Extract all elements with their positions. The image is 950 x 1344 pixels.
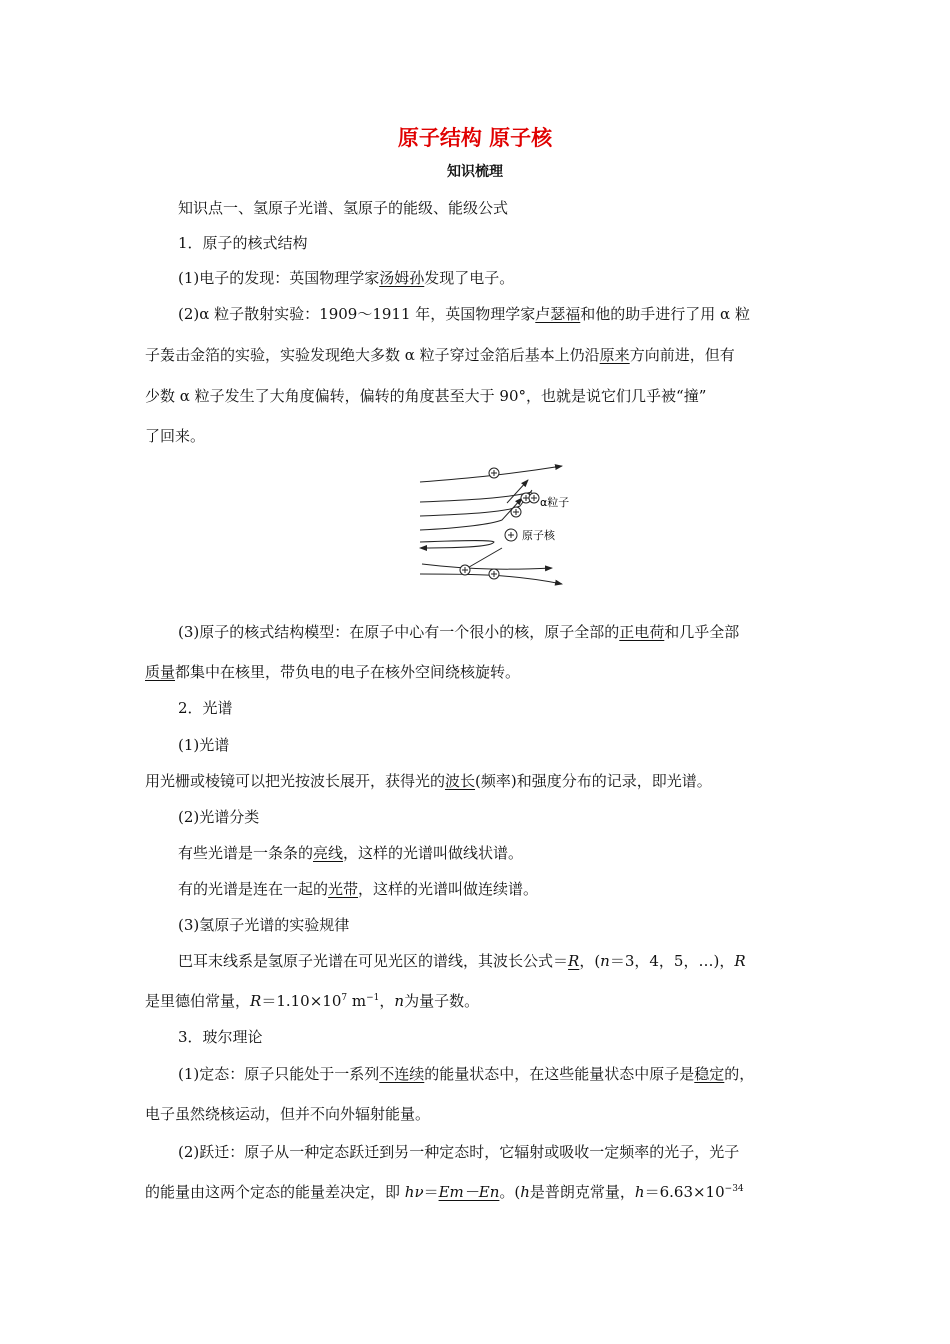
paragraph-alpha-line1: (2)α 粒子散射实验：1909～1911 年，英国物理学家卢瑟福和他的助手进行了用 α 粒 (178, 305, 750, 323)
paragraph-electron-discovery: (1)电子的发现：英国物理学家汤姆孙发现了电子。 (178, 269, 515, 287)
page-title: 原子结构 原子核 (397, 126, 553, 150)
section-heading: 知识点一、氢原子光谱、氢原子的能级、能级公式 (178, 199, 509, 217)
blank-answer: 原来 (599, 346, 630, 364)
heading-2: 2．光谱 (178, 699, 233, 717)
paragraph-transition-line2: 的能量由这两个定态的能量差决定，即 hν＝Em－En。(h是普朗克常量，$h=6.63\times 10^{-34}$ (145, 1183, 744, 1201)
blank-answer: 光带 (328, 880, 359, 898)
paragraph-alpha-line4: 了回来。 (145, 427, 206, 445)
subheading-classification: (2)光谱分类 (178, 808, 260, 826)
section-subtitle: 知识梳理 (447, 164, 503, 180)
positive-charge-markers (460, 468, 539, 579)
blank-answer: 亮线 (313, 844, 344, 862)
paragraph-continuous-spectrum: 有的光谱是连在一起的光带，这样的光谱叫做连续谱。 (178, 880, 539, 898)
paragraph-spectrum: 用光栅或棱镜可以把光按波长展开，获得光的波长(频率)和强度分布的记录，即光谱。 (145, 772, 712, 790)
blank-answer: 不连续 (379, 1065, 425, 1083)
paragraph-stationary-line2: 电子虽然绕核运动，但并不向外辐射能量。 (145, 1105, 431, 1123)
paragraph-line-spectrum: 有些光谱是一条条的亮线，这样的光谱叫做线状谱。 (178, 844, 524, 862)
blank-answer: 汤姆孙 (379, 269, 425, 287)
subheading-spectrum: (1)光谱 (178, 736, 230, 754)
blank-answer: Em－En (438, 1183, 500, 1201)
blank-answer: 正电荷 (619, 623, 665, 641)
subheading-hydrogen: (3)氢原子光谱的实验规律 (178, 916, 350, 934)
paragraph-model-line2: 质量都集中在核里，带负电的电子在核外空间绕核旋转。 (145, 663, 521, 681)
heading-3: 3．玻尔理论 (178, 1028, 263, 1046)
blank-answer: 稳定 (694, 1065, 725, 1083)
paragraph-balmer-line1: 巴耳末线系是氢原子光谱在可见光区的谱线，其波长公式＝R，(n＝3，4，5，…)，R (178, 952, 746, 970)
nucleus-label: 原子核 (522, 529, 555, 542)
blank-answer: R (568, 952, 580, 970)
paragraph-balmer-line2: 是里德伯常量，$R=1.10\times 10^7$ $m^{-1}$，n为量子数。 (145, 992, 480, 1010)
heading-1: 1．原子的核式结构 (178, 234, 308, 252)
alpha-particle-label: α粒子 (540, 496, 570, 509)
paragraph-alpha-line3: 少数 α 粒子发生了大角度偏转，偏转的角度甚至大于 90°，也就是说它们几乎被“撞” (145, 387, 707, 405)
blank-answer: 卢瑟福 (535, 305, 581, 323)
blank-answer: 波长 (445, 772, 476, 790)
paragraph-model-line1: (3)原子的核式结构模型：在原子中心有一个很小的核，原子全部的正电荷和几乎全部 (178, 623, 740, 641)
paragraph-transition-line1: (2)跃迁：原子从一种定态跃迁到另一种定态时，它辐射或吸收一定频率的光子，光子 (178, 1143, 740, 1161)
blank-answer: 质量 (145, 663, 176, 681)
alpha-scattering-diagram (412, 458, 592, 588)
paragraph-stationary-line1: (1)定态：原子只能处于一系列不连续的能量状态中，在这些能量状态中原子是稳定的， (178, 1065, 755, 1083)
paragraph-alpha-line2: 子轰击金箔的实验，实验发现绝大多数 α 粒子穿过金箔后基本上仍沿原来方向前进，但有 (145, 346, 735, 364)
